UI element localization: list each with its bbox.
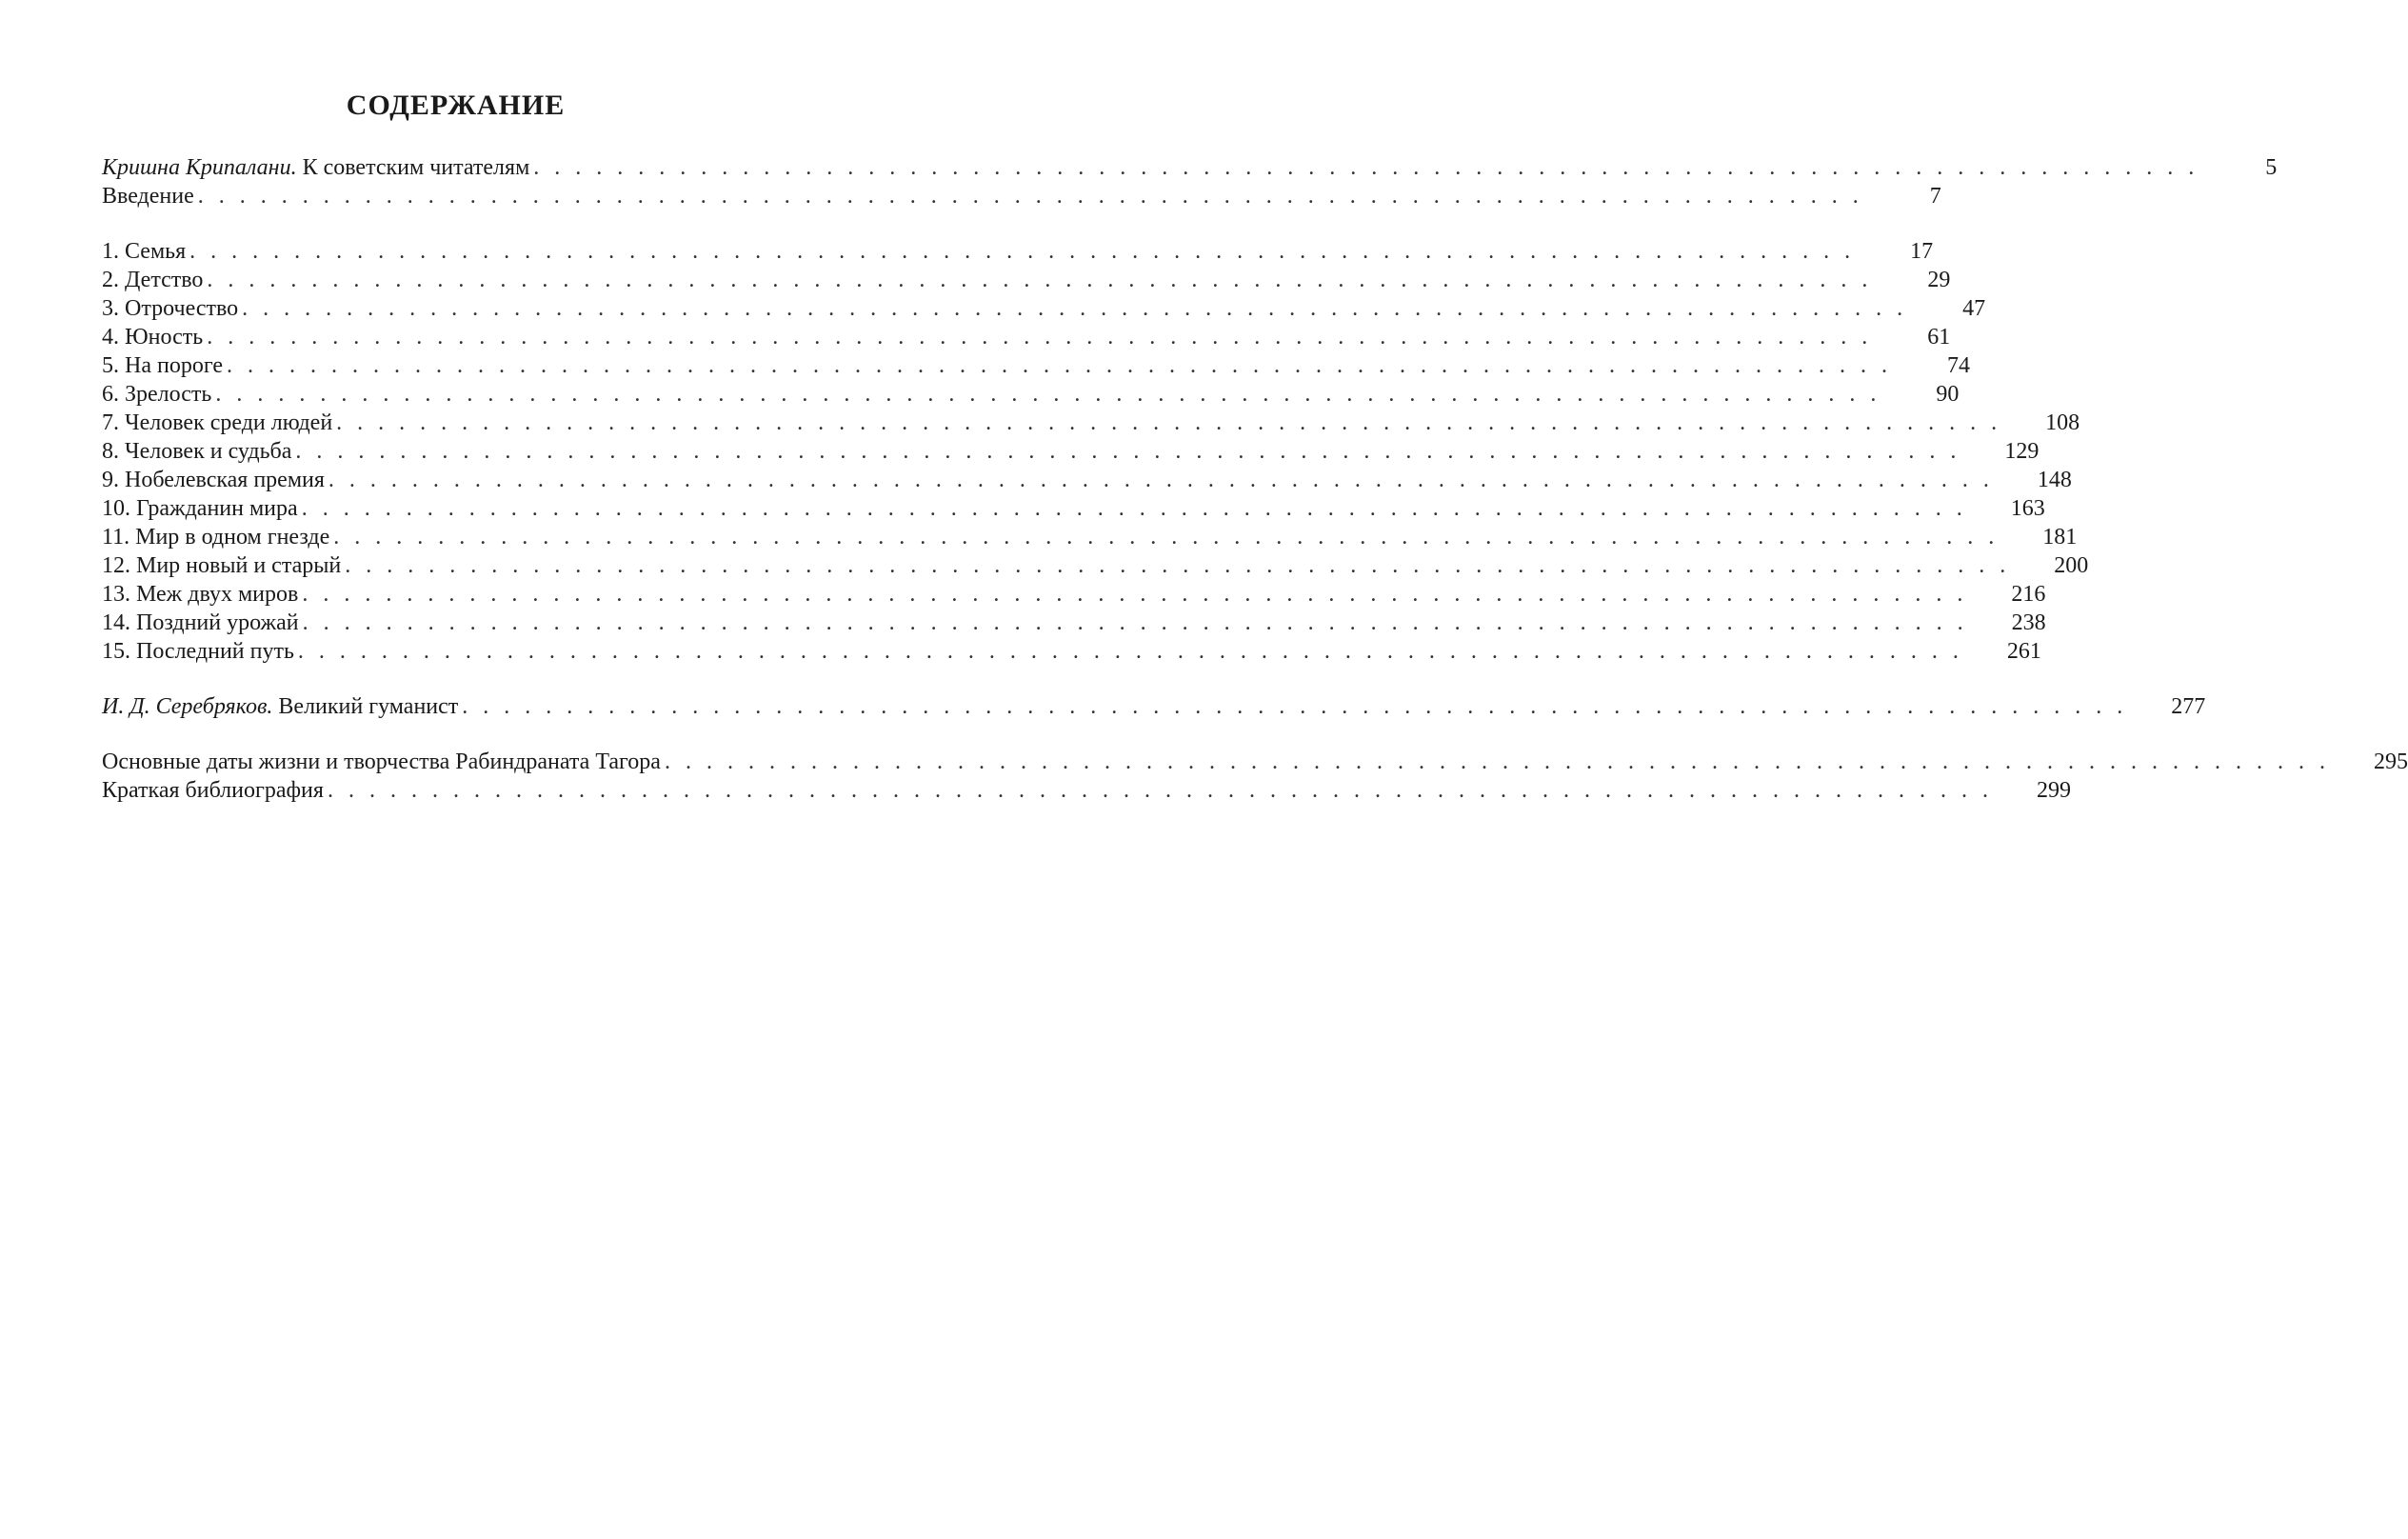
toc-entry-chapter xyxy=(102,466,2072,494)
dot-leader: . . . . . . . . . . . . . . . . . . . . . . . . . . . . . . . . . . . . . . . . . . . . . . . . . . . . . . . . . . . . . . . . . . . . . . . . . . . . . . . . xyxy=(336,410,2002,435)
toc-entry-title: 8. Человек и судьба xyxy=(102,439,292,464)
dot-leader: . . . . . . . . . . . . . . . . . . . . . . . . . . . . . . . . . . . . . . . . . . . . . . . . . . . . . . . . . . . . . . . . . . . . . . . . . . . . . . . . xyxy=(197,184,1863,209)
toc-entry-chronology xyxy=(102,748,2408,776)
section-gap xyxy=(102,666,847,692)
dot-leader: . . . . . . . . . . . . . . . . . . . . . . . . . . . . . . . . . . . . . . . . . . . . . . . . . . . . . . . . . . . . . . . . . . . . . . . . . . . . . . . . xyxy=(664,750,2330,774)
toc-entry-chapter xyxy=(102,437,2040,466)
toc-entry-afterword xyxy=(102,692,2206,721)
toc-entry-chapter xyxy=(102,409,2080,437)
toc-entry-chapter xyxy=(102,380,1960,409)
toc-entry-foreword xyxy=(102,153,2278,182)
toc-entry-chapter xyxy=(102,637,2041,666)
toc-entry-title: 10. Гражданин мира xyxy=(102,496,298,521)
toc-page-number: 216 xyxy=(2011,582,2046,607)
section-gap xyxy=(102,210,847,237)
toc-entry-author: Кришна Крипалани. xyxy=(102,155,297,180)
toc-page-number: 17 xyxy=(1910,239,1934,264)
dot-leader: . . . . . . . . . . . . . . . . . . . . . . . . . . . . . . . . . . . . . . . . . . . . . . . . . . . . . . . . . . . . . . . . . . . . . . . . . . . . . . . . xyxy=(215,382,1881,407)
toc-page-number: 108 xyxy=(2045,410,2080,435)
toc-page-number: 277 xyxy=(2171,694,2206,719)
dot-leader: . . . . . . . . . . . . . . . . . . . . . . . . . . . . . . . . . . . . . . . . . . . . . . . . . . . . . . . . . . . . . . . . . . . . . . . . . . . . . . . . xyxy=(207,325,1873,350)
toc-entry-chapter xyxy=(102,351,1971,380)
toc-entry-title: 2. Детство xyxy=(102,268,204,292)
dot-leader: . . . . . . . . . . . . . . . . . . . . . . . . . . . . . . . . . . . . . . . . . . . . . . . . . . . . . . . . . . . . . . . . . . . . . . . . . . . . . . . . xyxy=(333,525,2000,550)
toc-entry-title: 15. Последний путь xyxy=(102,639,294,664)
toc-entry-title: 3. Отрочество xyxy=(102,296,239,321)
toc-entry-title: 4. Юность xyxy=(102,325,204,350)
toc-entry-chapter xyxy=(102,494,2045,523)
dot-leader: . . . . . . . . . . . . . . . . . . . . . . . . . . . . . . . . . . . . . . . . . . . . . . . . . . . . . . . . . . . . . . . . . . . . . . . . . . . . . . . . xyxy=(345,553,2011,578)
toc-entry-title xyxy=(102,692,458,721)
toc-entry-title-text: К советским читателям xyxy=(296,155,530,180)
toc-entry-title: 12. Мир новый и старый xyxy=(102,553,342,578)
dot-leader: . . . . . . . . . . . . . . . . . . . . . . . . . . . . . . . . . . . . . . . . . . . . . . . . . . . . . . . . . . . . . . . . . . . . . . . . . . . . . . . . xyxy=(327,778,1993,803)
toc-entry-title: 11. Мир в одном гнезде xyxy=(102,525,330,550)
toc-entry-title: 6. Зрелость xyxy=(102,382,212,407)
toc-entry-chapter xyxy=(102,551,2089,580)
toc-entry-title: Краткая библиография xyxy=(102,778,324,803)
toc-page-number: 299 xyxy=(2036,778,2071,803)
section-gap xyxy=(102,721,847,748)
dot-leader: . . . . . . . . . . . . . . . . . . . . . . . . . . . . . . . . . . . . . . . . . . . . . . . . . . . . . . . . . . . . . . . . . . . . . . . . . . . . . . . . xyxy=(302,582,1968,607)
toc-entry-chapter xyxy=(102,266,1951,294)
toc-entry-chapter xyxy=(102,523,2078,551)
toc-entry-title xyxy=(102,153,529,182)
toc-entry-chapter xyxy=(102,294,1986,323)
toc-entry-bibliography xyxy=(102,776,2071,805)
dot-leader: . . . . . . . . . . . . . . . . . . . . . . . . . . . . . . . . . . . . . . . . . . . . . . . . . . . . . . . . . . . . . . . . . . . . . . . . . . . . . . . . xyxy=(242,296,1908,321)
toc-page-number: 238 xyxy=(2011,610,2046,635)
toc-page-number: 61 xyxy=(1927,325,1951,350)
toc-entry-title: 13. Меж двух миров xyxy=(102,582,299,607)
toc-entry-chapter xyxy=(102,237,1934,266)
toc-entry-title: 1. Семья xyxy=(102,239,187,264)
toc-page-number: 261 xyxy=(2006,639,2041,664)
toc-entry-chapter xyxy=(102,323,1951,351)
dot-leader: . . . . . . . . . . . . . . . . . . . . . . . . . . . . . . . . . . . . . . . . . . . . . . . . . . . . . . . . . . . . . . . . . . . . . . . . . . . . . . . . xyxy=(207,268,1873,292)
dot-leader: . . . . . . . . . . . . . . . . . . . . . . . . . . . . . . . . . . . . . . . . . . . . . . . . . . . . . . . . . . . . . . . . . . . . . . . . . . . . . . . . xyxy=(297,639,1963,664)
toc-entry-title-text: Великий гуманист xyxy=(272,694,459,719)
dot-leader: . . . . . . . . . . . . . . . . . . . . . . . . . . . . . . . . . . . . . . . . . . . . . . . . . . . . . . . . . . . . . . . . . . . . . . . . . . . . . . . . xyxy=(189,239,1856,264)
dot-leader: . . . . . . . . . . . . . . . . . . . . . . . . . . . . . . . . . . . . . . . . . . . . . . . . . . . . . . . . . . . . . . . . . . . . . . . . . . . . . . . . xyxy=(533,155,2199,180)
table-of-contents xyxy=(102,153,2408,805)
toc-entry-title: 14. Поздний урожай xyxy=(102,610,299,635)
page-title: СОДЕРЖАНИЕ xyxy=(346,90,566,121)
toc-page-number: 74 xyxy=(1947,353,1971,378)
toc-entry-introduction xyxy=(102,182,1941,210)
toc-page-number: 181 xyxy=(2042,525,2078,550)
toc-page-number: 200 xyxy=(2054,553,2089,578)
toc-entry-title: 5. На пороге xyxy=(102,353,224,378)
toc-entry-chapter xyxy=(102,609,2046,637)
dot-leader: . . . . . . . . . . . . . . . . . . . . . . . . . . . . . . . . . . . . . . . . . . . . . . . . . . . . . . . . . . . . . . . . . . . . . . . . . . . . . . . . xyxy=(328,468,1994,492)
toc-page-number: 129 xyxy=(2004,439,2040,464)
toc-page-number: 47 xyxy=(1962,296,1986,321)
toc-entry-title: 9. Нобелевская премия xyxy=(102,468,325,492)
toc-entry-author: И. Д. Серебряков. xyxy=(102,694,273,719)
toc-entry-chapter xyxy=(102,580,2046,609)
toc-page-number: 7 xyxy=(1929,184,1941,209)
dot-leader: . . . . . . . . . . . . . . . . . . . . . . . . . . . . . . . . . . . . . . . . . . . . . . . . . . . . . . . . . . . . . . . . . . . . . . . . . . . . . . . . xyxy=(227,353,1893,378)
toc-page-number: 163 xyxy=(2010,496,2045,521)
dot-leader: . . . . . . . . . . . . . . . . . . . . . . . . . . . . . . . . . . . . . . . . . . . . . . . . . . . . . . . . . . . . . . . . . . . . . . . . . . . . . . . . xyxy=(295,439,1961,464)
dot-leader: . . . . . . . . . . . . . . . . . . . . . . . . . . . . . . . . . . . . . . . . . . . . . . . . . . . . . . . . . . . . . . . . . . . . . . . . . . . . . . . . xyxy=(301,496,1967,521)
toc-page-number: 148 xyxy=(2037,468,2072,492)
toc-page-number: 5 xyxy=(2265,155,2278,180)
dot-leader: . . . . . . . . . . . . . . . . . . . . . . . . . . . . . . . . . . . . . . . . . . . . . . . . . . . . . . . . . . . . . . . . . . . . . . . . . . . . . . . . xyxy=(462,694,2128,719)
toc-page-number: 90 xyxy=(1936,382,1960,407)
toc-page-number: 29 xyxy=(1927,268,1951,292)
dot-leader: . . . . . . . . . . . . . . . . . . . . . . . . . . . . . . . . . . . . . . . . . . . . . . . . . . . . . . . . . . . . . . . . . . . . . . . . . . . . . . . . xyxy=(302,610,1968,635)
toc-entry-title: 7. Человек среди людей xyxy=(102,410,333,435)
toc-page-number: 295 xyxy=(2373,750,2408,774)
toc-entry-title: Основные даты жизни и творчества Рабиндраната Тагора xyxy=(102,750,661,774)
toc-entry-title: Введение xyxy=(102,184,194,209)
